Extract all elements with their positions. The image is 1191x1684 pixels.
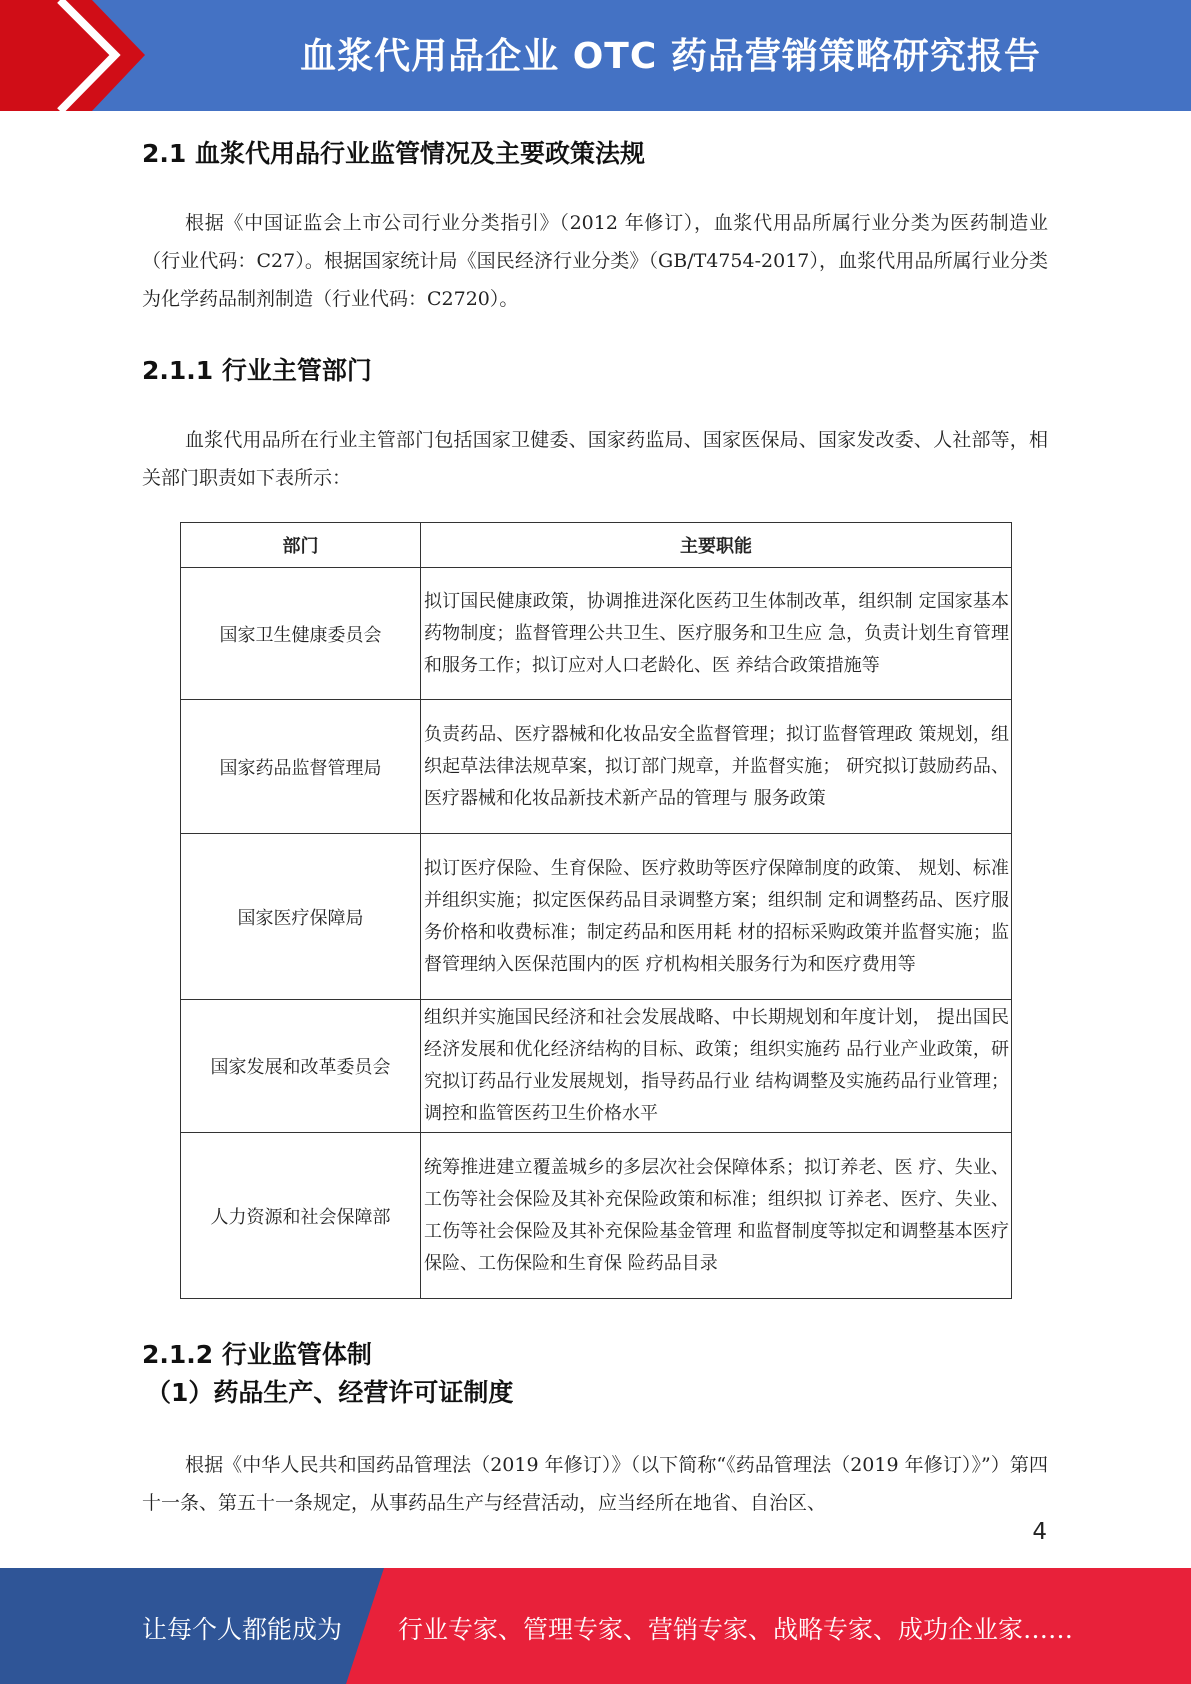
footer-slogan-left: 让每个人都能成为	[142, 1615, 343, 1644]
department-cell: 国家药品监督管理局	[181, 700, 421, 834]
page-footer	[0, 1568, 1191, 1684]
section-heading-2-1: 2.1 血浆代用品行业监管情况及主要政策法规	[142, 139, 645, 168]
table-row	[181, 1000, 1012, 1133]
header-arrow-decoration	[0, 0, 145, 111]
function-cell: 组织并实施国民经济和社会发展战略、中长期规划和年度计划， 提出国民经济发展和优化经济结构的目标、政策；组织实施药 品行业产业政策，研究拟订药品行业发展规划，指导药品行业 结构调整及实施药品行业管理；调控和监管医药卫生价格水平	[421, 1000, 1012, 1133]
report-title: 血浆代用品企业 OTC 药品营销策略研究报告	[300, 36, 1041, 77]
department-cell: 人力资源和社会保障部	[181, 1133, 421, 1299]
table-row	[181, 834, 1012, 1000]
page-header	[0, 0, 1191, 111]
department-cell: 国家医疗保障局	[181, 834, 421, 1000]
department-cell: 国家卫生健康委员会	[181, 568, 421, 700]
section-2-1-paragraph: 根据《中国证监会上市公司行业分类指引》（2012 年修订），血浆代用品所属行业分类为医药制造业（行业代码：C27）。根据国家统计局《国民经济行业分类》（GB/T4754-2017），血浆代用品所属行业分类为化学药品制剂制造（行业代码：C2720）。	[142, 212, 1048, 310]
column-header-function: 主要职能	[421, 523, 1012, 568]
department-responsibility-table	[180, 522, 1012, 1299]
section-2-1-2-paragraph: 根据《中华人民共和国药品管理法（2019 年修订）》（以下简称“《药品管理法（2019 年修订）》”）第四十一条、第五十一条规定，从事药品生产与经营活动，应当经所在地省、自治区、	[142, 1454, 1048, 1514]
table-header-row	[181, 523, 1012, 568]
column-header-department: 部门	[181, 523, 421, 568]
department-cell: 国家发展和改革委员会	[181, 1000, 421, 1133]
table-row	[181, 700, 1012, 834]
function-cell: 负责药品、医疗器械和化妆品安全监督管理；拟订监督管理政 策规划，组织起草法律法规草案，拟订部门规章，并监督实施； 研究拟订鼓励药品、医疗器械和化妆品新技术新产品的管理与 服务政策	[421, 700, 1012, 834]
table-row	[181, 568, 1012, 700]
section-heading-2-1-1: 2.1.1 行业主管部门	[142, 356, 372, 385]
table-row	[181, 1133, 1012, 1299]
section-heading-2-1-2: 2.1.2 行业监管体制	[142, 1340, 372, 1369]
page-number: 4	[1032, 1519, 1047, 1545]
function-cell: 统筹推进建立覆盖城乡的多层次社会保障体系；拟订养老、医 疗、失业、工伤等社会保险及其补充保险政策和标准；组织拟 订养老、医疗、失业、工伤等社会保险及其补充保险基金管理 和监督制度等拟定和调整基本医疗保险、工伤保险和生育保 险药品目录	[421, 1133, 1012, 1299]
footer-slogan-right: 行业专家、管理专家、营销专家、战略专家、成功企业家……	[398, 1615, 1074, 1644]
function-cell: 拟订国民健康政策，协调推进深化医药卫生体制改革，组织制 定国家基本药物制度；监督管理公共卫生、医疗服务和卫生应 急，负责计划生育管理和服务工作；拟订应对人口老龄化、医 养结合政策措施等	[421, 568, 1012, 700]
section-2-1-1-paragraph: 血浆代用品所在行业主管部门包括国家卫健委、国家药监局、国家医保局、国家发改委、人社部等，相关部门职责如下表所示：	[142, 429, 1048, 489]
subsection-heading-1: （1）药品生产、经营许可证制度	[146, 1378, 514, 1407]
function-cell: 拟订医疗保险、生育保险、医疗救助等医疗保障制度的政策、 规划、标准并组织实施；拟定医保药品目录调整方案；组织制 定和调整药品、医疗服务价格和收费标准；制定药品和医用耗 材的招标采购政策并监督实施；监督管理纳入医保范围内的医 疗机构相关服务行为和医疗费用等	[421, 834, 1012, 1000]
